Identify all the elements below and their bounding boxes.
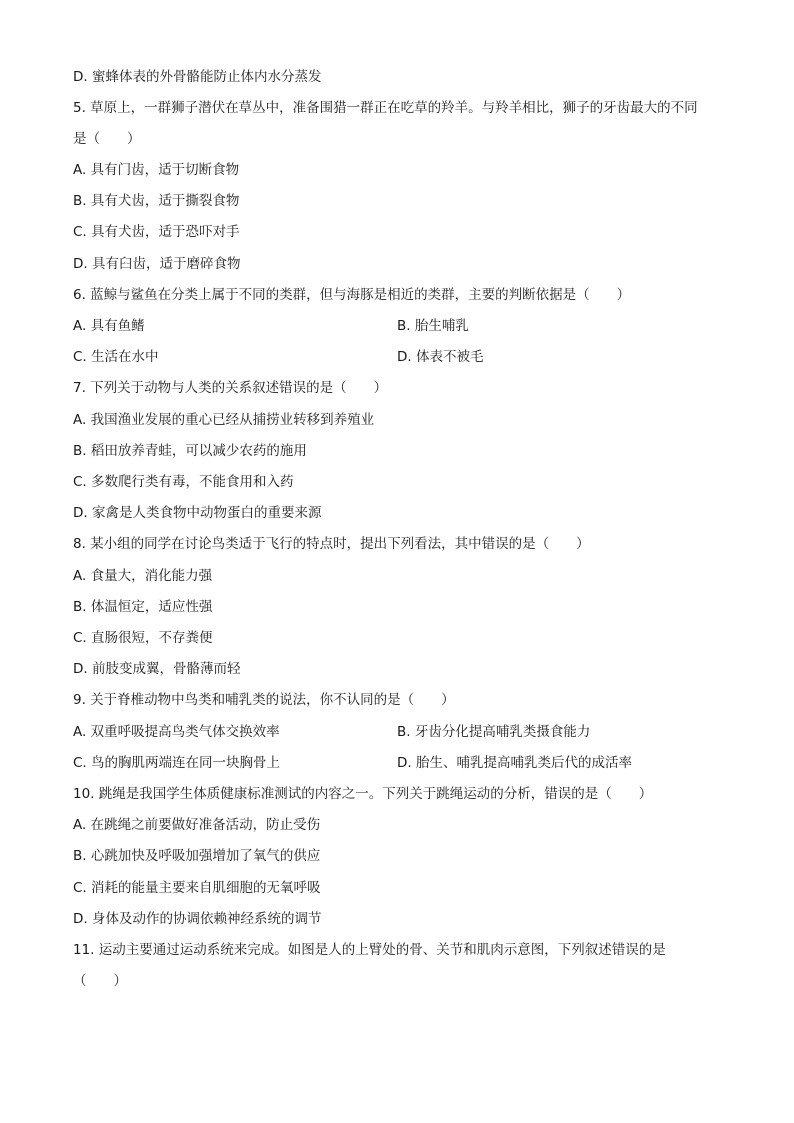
q9-stem: 9. 关于脊椎动物中鸟类和哺乳类的说法，你不认同的是（ ） bbox=[73, 692, 455, 708]
q5-option-c: C. 具有犬齿，适于恐吓对手 bbox=[73, 224, 240, 240]
q8-option-b: B. 体温恒定，适应性强 bbox=[73, 599, 213, 615]
q7-option-a: A. 我国渔业发展的重心已经从捕捞业转移到养殖业 bbox=[73, 412, 375, 428]
q8-option-c: C. 直肠很短，不存粪便 bbox=[73, 630, 213, 646]
q6-option-b: B. 胎生哺乳 bbox=[397, 318, 469, 334]
q6-option-d: D. 体表不被毛 bbox=[397, 349, 484, 365]
q10-option-d: D. 身体及动作的协调依赖神经系统的调节 bbox=[73, 911, 322, 927]
q5-option-d: D. 具有臼齿，适于磨碎食物 bbox=[73, 256, 241, 272]
q6-stem: 6. 蓝鲸与鲨鱼在分类上属于不同的类群，但与海豚是相近的类群，主要的判断依据是（ ） bbox=[73, 287, 631, 303]
q5-option-b: B. 具有犬齿，适于撕裂食物 bbox=[73, 193, 240, 209]
q9-option-b: B. 牙齿分化提高哺乳类摄食能力 bbox=[397, 724, 591, 740]
q5-stem: 5. 草原上，一群狮子潜伏在草丛中，准备围猎一群正在吃草的羚羊。与羚羊相比，狮子的牙齿最大的不同 bbox=[73, 100, 698, 116]
q9-option-a: A. 双重呼吸提高鸟类气体交换效率 bbox=[73, 724, 280, 740]
q11-stem-cont: （ ） bbox=[73, 973, 127, 989]
q8-option-d: D. 前肢变成翼，骨骼薄而轻 bbox=[73, 661, 241, 677]
q9-option-c: C. 鸟的胸肌两端连在同一块胸骨上 bbox=[73, 755, 281, 771]
q10-option-c: C. 消耗的能量主要来自肌细胞的无氧呼吸 bbox=[73, 880, 321, 896]
q7-option-d: D. 家禽是人类食物中动物蛋白的重要来源 bbox=[73, 505, 322, 521]
q8-option-a: A. 食量大，消化能力强 bbox=[73, 568, 213, 584]
q10-stem: 10. 跳绳是我国学生体质健康标准测试的内容之一。下列关于跳绳运动的分析，错误的是（ ） bbox=[73, 786, 653, 802]
q7-option-b: B. 稻田放养青蛙，可以减少农药的施用 bbox=[73, 443, 307, 459]
q10-option-a: A. 在跳绳之前要做好准备活动，防止受伤 bbox=[73, 817, 321, 833]
q6-option-a: A. 具有鱼鳍 bbox=[73, 318, 145, 334]
q9-option-d: D. 胎生、哺乳提高哺乳类后代的成活率 bbox=[397, 755, 632, 771]
q6-option-c: C. 生活在水中 bbox=[73, 349, 159, 365]
q5-option-a: A. 具有门齿，适于切断食物 bbox=[73, 162, 240, 178]
q11-stem: 11. 运动主要通过运动系统来完成。如图是人的上臂处的骨、关节和肌肉示意图，下列叙述错误的是 bbox=[73, 942, 666, 958]
q5-stem-cont: 是（ ） bbox=[73, 131, 141, 147]
q7-stem: 7. 下列关于动物与人类的关系叙述错误的是（ ） bbox=[73, 380, 388, 396]
q4-option-d: D. 蜜蜂体表的外骨骼能防止体内水分蒸发 bbox=[73, 69, 322, 85]
q8-stem: 8. 某小组的同学在讨论鸟类适于飞行的特点时，提出下列看法，其中错误的是（ ） bbox=[73, 536, 590, 552]
q10-option-b: B. 心跳加快及呼吸加强增加了氧气的供应 bbox=[73, 848, 321, 864]
q7-option-c: C. 多数爬行类有毒，不能食用和入药 bbox=[73, 474, 294, 490]
